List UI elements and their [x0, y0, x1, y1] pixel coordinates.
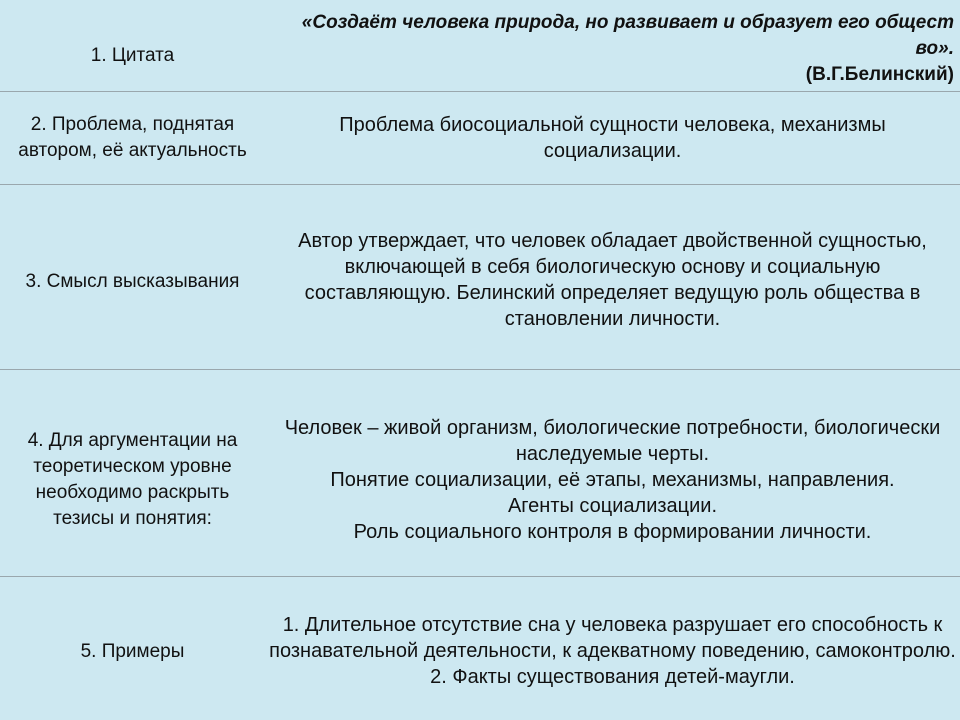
table-row-problem: [0, 92, 960, 185]
row-label: 3. Смысл высказывания: [25, 271, 240, 292]
content-line: Человек – живой организм, биологические потребности, биологически наследуемые черты.: [284, 417, 941, 465]
content-line: 1. Длительное отсутствие сна у человека разрушает его способность к познавательной деятельности, к адекватному поведению, самоконтролю.: [269, 613, 956, 662]
row-content: [265, 370, 960, 576]
content-line: Агенты социализации.: [507, 495, 718, 517]
row-content: Проблема биосоциальной сущности человека, механизмы социализации.: [339, 114, 886, 162]
table-row-quote: [0, 0, 960, 92]
row-content: [265, 577, 960, 720]
row-label: 1. Цитата: [90, 45, 175, 66]
row-content: Автор утверждает, что человек обладает двойственной сущностью, включающей в себя биологическую основу и социальную составляющую. Белинский определяет ведущую роль общества в становлении личности.: [298, 230, 927, 330]
table-row-examples: [0, 577, 960, 720]
content-line: 2. Факты существования детей-маугли.: [430, 665, 795, 688]
content-line: Роль социального контроля в формировании личности.: [353, 521, 872, 543]
table-row-meaning: [0, 185, 960, 370]
quote-author: (В.Г.Белинский): [805, 64, 954, 85]
quote-text: «Создаёт человека природа, но развивает и образует его общест во».: [301, 12, 954, 59]
table-row-theory: [0, 370, 960, 577]
row-label: 2. Проблема, поднятая автором, её актуальность: [18, 114, 247, 161]
content-line: Понятие социализации, её этапы, механизмы, направления.: [330, 469, 895, 491]
row-label: 5. Примеры: [80, 640, 185, 662]
quote-block: [269, 0, 956, 88]
quote-cell: [265, 0, 960, 91]
row-label: 4. Для аргументации на теоретическом уровне необходимо раскрыть тезисы и понятия:: [27, 430, 238, 529]
